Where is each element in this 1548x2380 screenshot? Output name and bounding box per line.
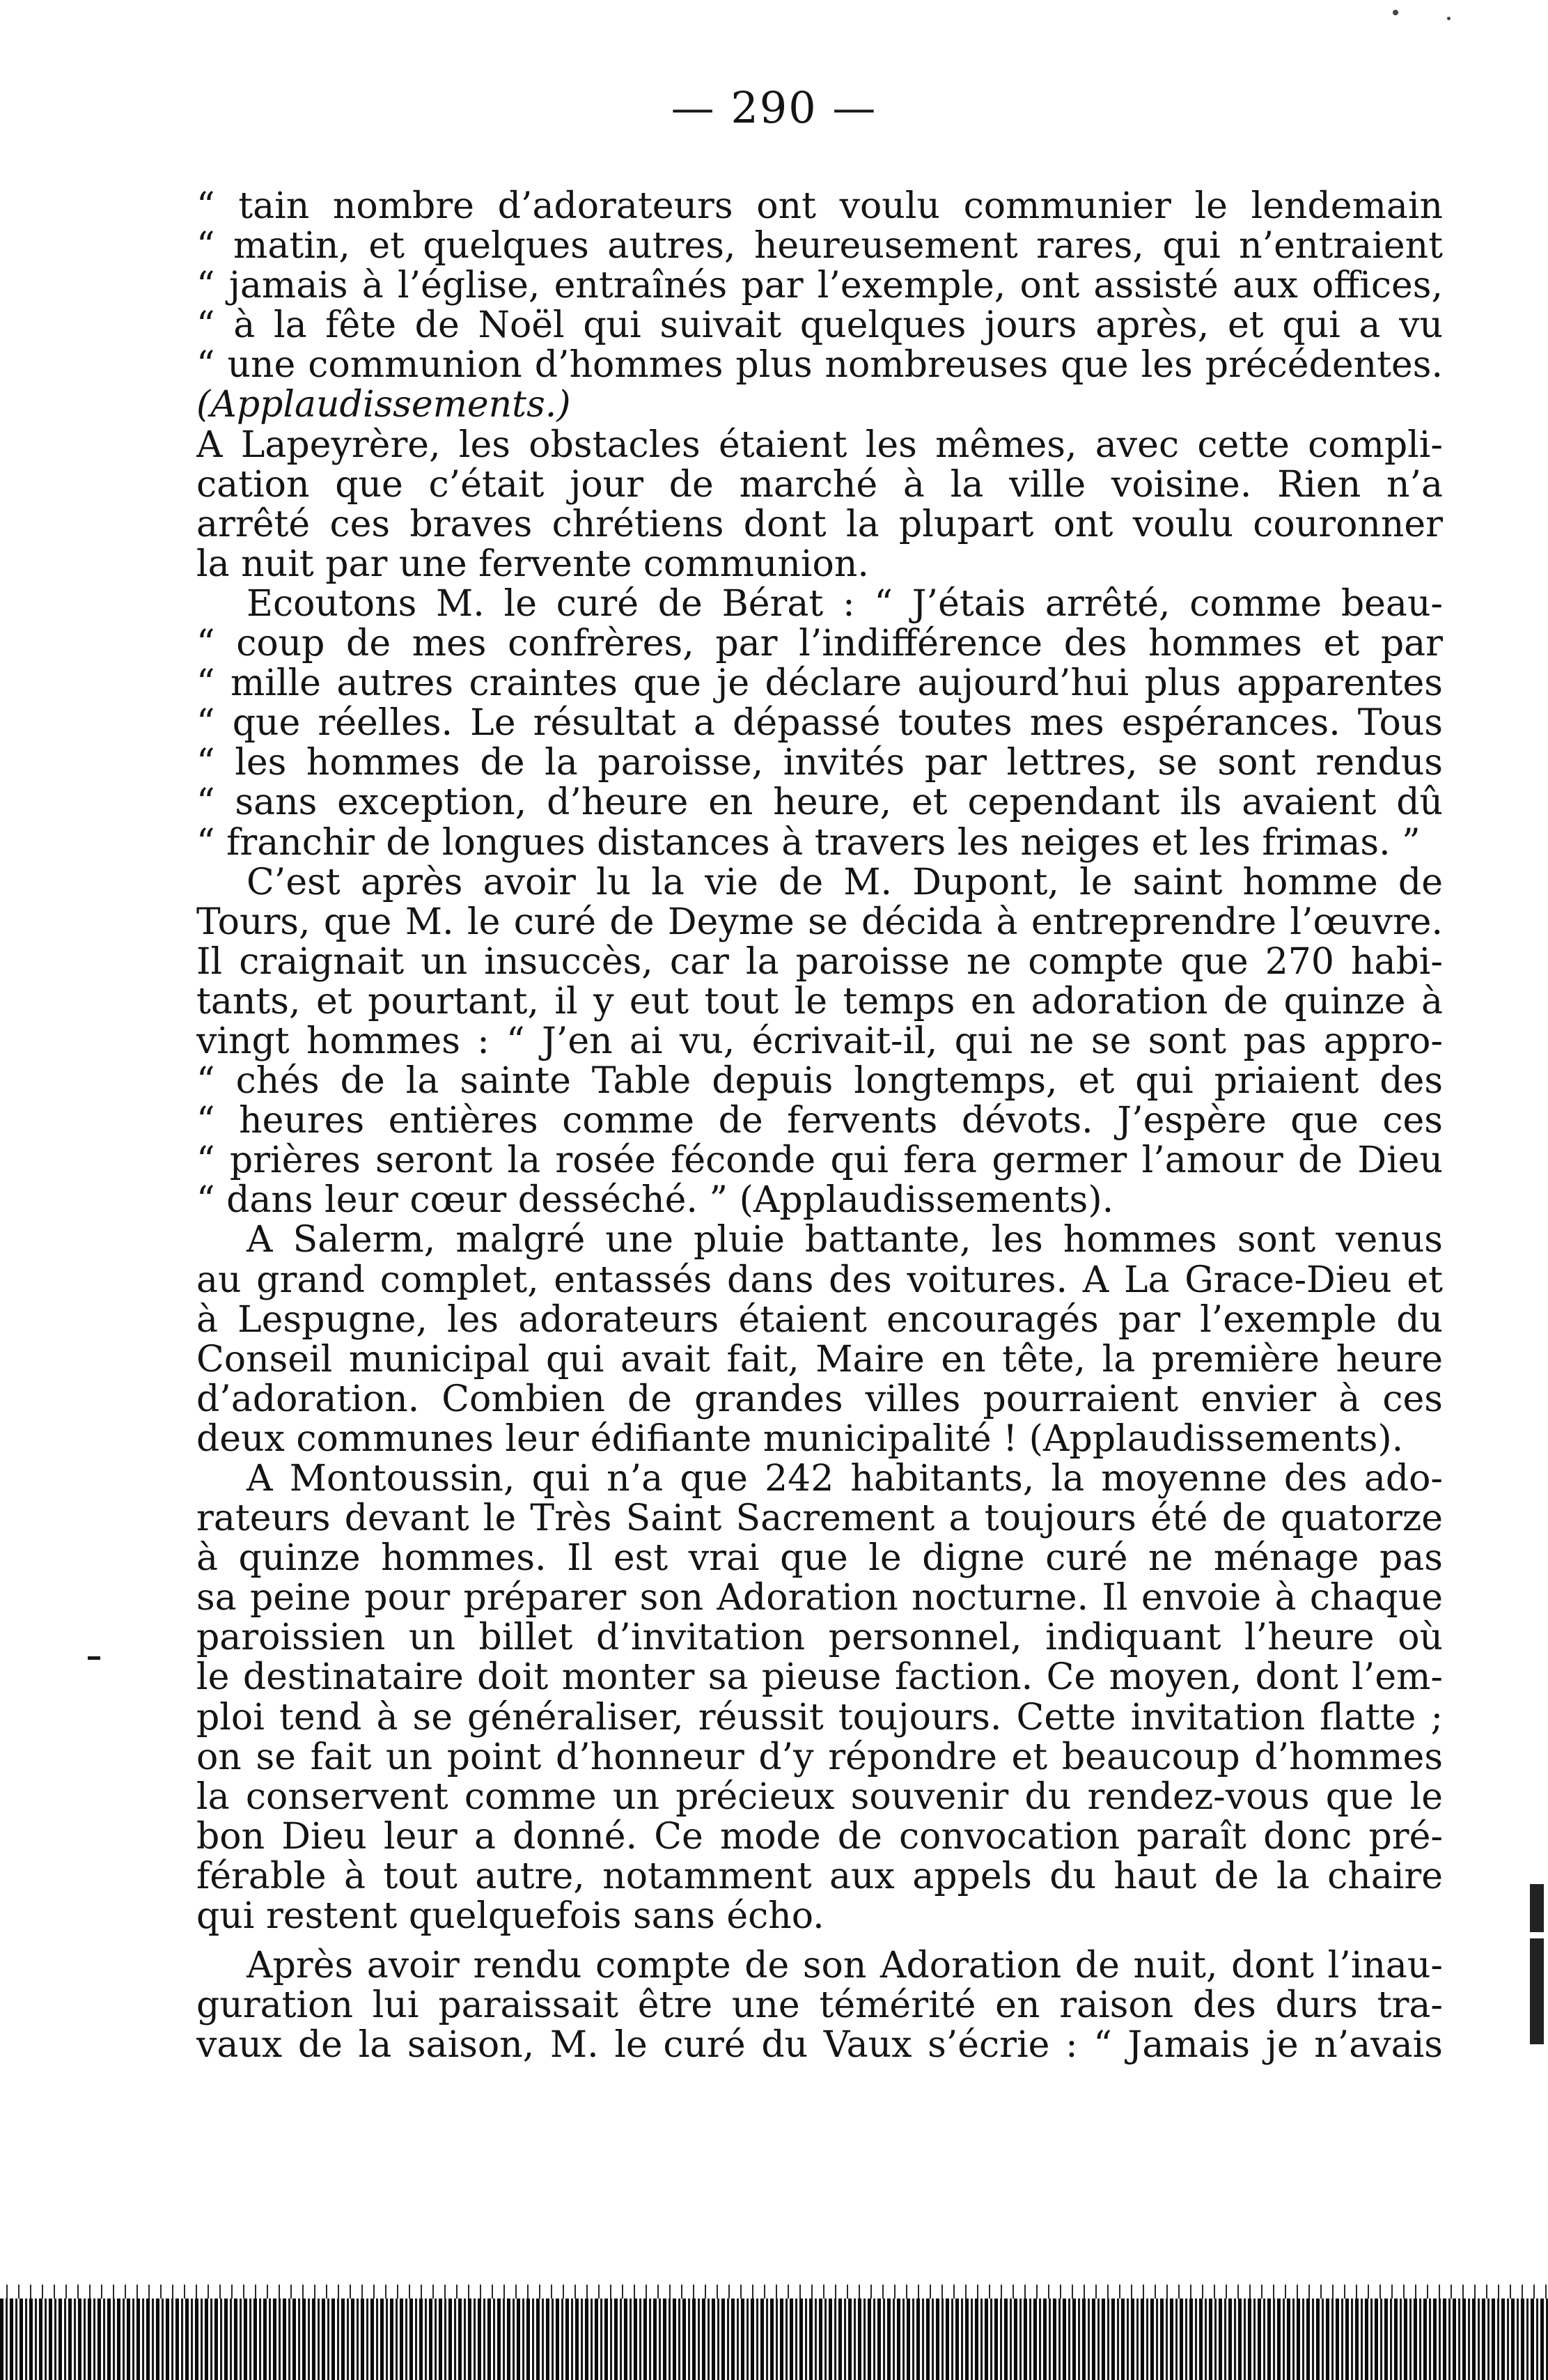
text-line: la conservent comme un précieux souvenir du rendez-vous que le [196, 1777, 1443, 1817]
text-line: A Lapeyrère, les obstacles étaient les mêmes, avec cette compli- [196, 425, 1443, 465]
page-edge-mark [1530, 1884, 1544, 2044]
text-line: “ les hommes de la paroisse, invités par lettres, se sont rendus [196, 743, 1443, 784]
text-line: deux communes leur édifiante municipalité ! (Applaudissements). [196, 1419, 1404, 1459]
text-line: (Applaudissements.) [196, 385, 571, 426]
text-line: “ franchir de longues distances à travers les neiges et les frimas. ” [196, 823, 1421, 863]
text-line: “ matin, et quelques autres, heureusement rares, qui n’entraient [196, 226, 1443, 267]
scan-speck [1447, 17, 1451, 20]
text-line: sa peine pour préparer son Adoration nocturne. Il envoie à chaque [196, 1578, 1443, 1619]
text-line: “ jamais à l’église, entraînés par l’exemple, ont assisté aux offices, [196, 266, 1443, 306]
text-line: “ tain nombre d’adorateurs ont voulu communier le lendemain [196, 187, 1443, 227]
text-line: A Salerm, malgré une pluie battante, les hommes sont venus [247, 1220, 1443, 1261]
text-line: “ que réelles. Le résultat a dépassé toutes mes espérances. Tous [196, 703, 1443, 744]
text-line: à Lespugne, les adorateurs étaient encouragés par l’exemple du [196, 1300, 1443, 1340]
text-line: arrêté ces braves chrétiens dont la plupart ont voulu couronner [196, 504, 1443, 545]
text-line: rateurs devant le Très Saint Sacrement a toujours été de quatorze [196, 1499, 1443, 1539]
text-line: “ dans leur cœur desséché. ” (Applaudissements). [196, 1181, 1114, 1221]
text-line: ploi tend à se généraliser, réussit toujours. Cette invitation flatte ; [196, 1697, 1443, 1738]
text-line: bon Dieu leur a donné. Ce mode de convocation paraît donc pré- [196, 1817, 1443, 1857]
text-line: cation que c’était jour de marché à la ville voisine. Rien n’a [196, 465, 1443, 505]
scan-speck [1393, 10, 1398, 15]
paragraph-gap [196, 1936, 1443, 1946]
text-line: férable à tout autre, notamment aux appels du haut de la chaire [196, 1856, 1443, 1897]
body-text [196, 187, 1443, 2065]
text-line: le destinataire doit monter sa pieuse faction. Ce moyen, dont l’em- [196, 1658, 1443, 1698]
text-line: A Montoussin, qui n’a que 242 habitants, la moyenne des ado- [247, 1459, 1443, 1500]
text-line: Ecoutons M. le curé de Bérat : “ J’étais arrêté, comme beau- [247, 584, 1443, 625]
text-line: la nuit par une fervente communion. [196, 544, 869, 584]
text-line: à quinze hommes. Il est vrai que le digne curé ne ménage pas [196, 1539, 1443, 1579]
text-line: “ prières seront la rosée féconde qui fera germer l’amour de Dieu [196, 1141, 1443, 1181]
text-line: guration lui paraissait être une témérité en raison des durs tra- [196, 1986, 1443, 2026]
text-line: C’est après avoir lu la vie de M. Dupont, le saint homme de [247, 862, 1443, 903]
scan-border [0, 2299, 1548, 2380]
text-line: “ à la fête de Noël qui suivait quelques jours après, et qui a vu [196, 306, 1443, 346]
page-number: — 290 — [671, 82, 877, 133]
text-line: vingt hommes : “ J’en ai vu, écrivait-il, qui ne se sont pas appro- [196, 1021, 1443, 1062]
text-line: “ heures entières comme de fervents dévots. J’espère que ces [196, 1101, 1443, 1142]
text-line: d’adoration. Combien de grandes villes pourraient envier à ces [196, 1379, 1443, 1420]
text-line: au grand complet, entassés dans des voitures. A La Grace-Dieu et [196, 1260, 1443, 1300]
text-line: “ une communion d’hommes plus nombreuses que les précédentes. [196, 345, 1443, 386]
text-line: Conseil municipal qui avait fait, Maire en tête, la première heure [196, 1339, 1443, 1380]
text-line: vaux de la saison, M. le curé du Vaux s’écrie : “ Jamais je n’avais [196, 2025, 1443, 2066]
text-line: qui restent quelquefois sans écho. [196, 1897, 824, 1937]
text-line: Il craignait un insuccès, car la paroisse ne compte que 270 habi- [196, 942, 1443, 982]
text-line: Tours, que M. le curé de Deyme se décida à entreprendre l’œuvre. [196, 902, 1443, 942]
margin-dash [88, 1656, 100, 1660]
text-line: Après avoir rendu compte de son Adoration de nuit, dont l’inau- [247, 1946, 1443, 1986]
text-line: paroissien un billet d’invitation personnel, indiquant l’heure où [196, 1618, 1443, 1658]
scan-border-top [0, 2285, 1548, 2300]
text-line: on se fait un point d’honneur d’y répondre et beaucoup d’hommes [196, 1737, 1443, 1778]
text-line: “ coup de mes confrères, par l’indifférence des hommes et par [196, 624, 1443, 664]
text-line: “ mille autres craintes que je déclare aujourd’hui plus apparentes [196, 664, 1443, 704]
text-line: “ chés de la sainte Table depuis longtemps, et qui priaient des [196, 1061, 1443, 1102]
text-line: tants, et pourtant, il y eut tout le temps en adoration de quinze à [196, 981, 1443, 1022]
text-line: “ sans exception, d’heure en heure, et cependant ils avaient dû [196, 783, 1443, 823]
